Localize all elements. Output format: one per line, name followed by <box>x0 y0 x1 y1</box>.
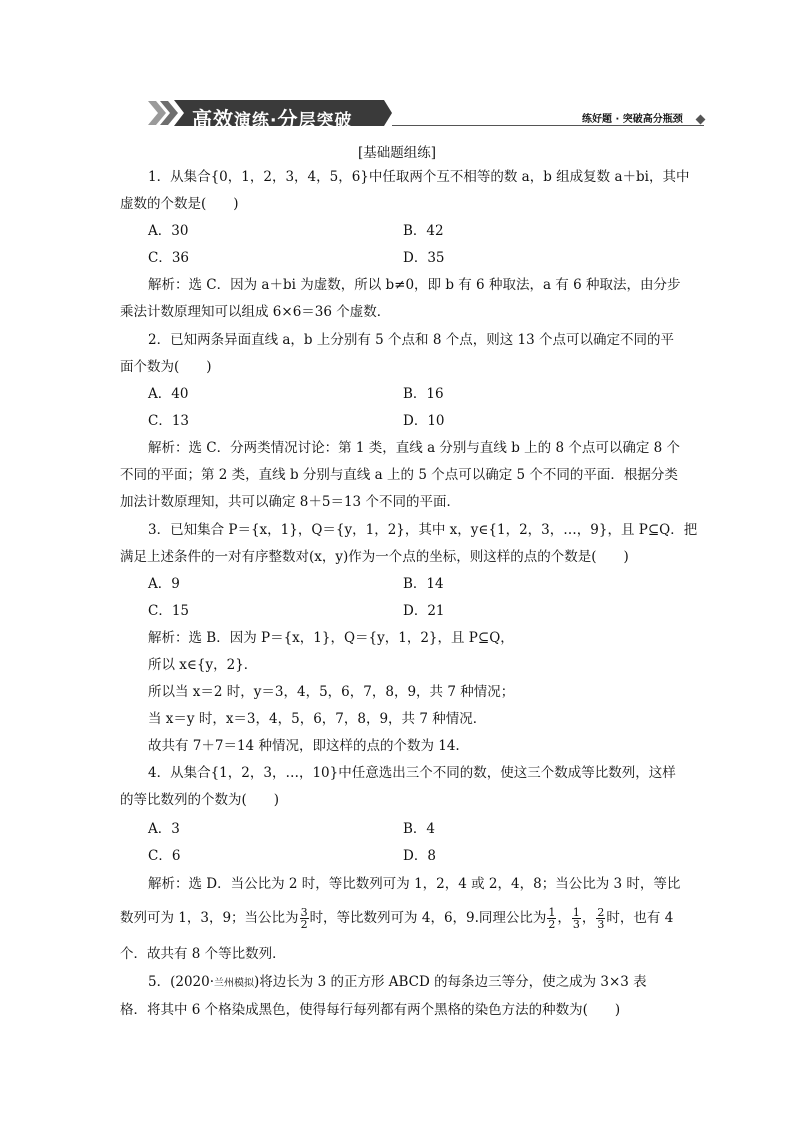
q3-solution-line2: 所以 x∈{y，2}． <box>148 657 258 673</box>
q3-stem-line2: 满足上述条件的一对有序整数对(x，y)作为一个点的坐标，则这样的点的个数是( ) <box>120 549 629 565</box>
q2-solution-line3: 加法计数原理知，共可以确定 8＋5＝13 个不同的平面． <box>120 494 460 510</box>
q3-solution-line1: 解析：选 B．因为 P＝{x，1}，Q＝{y，1，2}，且 P⊆Q， <box>148 630 514 646</box>
q4-solution-line2: 数列可为 1，3，9；当公比为 $\frac{3}{2}$ 时，等比数列可为 4，6，9.同理公比为 $\frac{1}{2}$ ， $\frac{1}{3}$ ， $\frac{2}{3}$ 时，也有 4 <box>120 906 674 931</box>
q3-option-a: A．9 <box>148 576 180 592</box>
q4-option-a: A．3 <box>148 821 180 837</box>
q2-stem-line2: 面个数为( ) <box>120 359 212 375</box>
q3-solution-line4: 当 x＝y 时，x＝3，4，5，6，7，8，9，共 7 种情况． <box>148 711 487 727</box>
fraction-one-third: $\frac{1}{3}$ <box>572 906 580 931</box>
header-rule <box>392 125 704 126</box>
q2-option-b: B．16 <box>403 386 444 402</box>
diamond-icon <box>696 115 706 125</box>
q3-stem-line1: 3．已知集合 P＝{x，1}，Q＝{y，1，2}，其中 x，y∈{1，2，3，…，9}，且 P⊆Q．把 <box>148 522 698 538</box>
q2-option-d: D．10 <box>403 413 445 429</box>
q2-solution-line1: 解析：选 C．分两类情况讨论：第 1 类，直线 a 分别与直线 b 上的 8 个点可以确定 8 个 <box>148 440 680 456</box>
q1-option-b: B．42 <box>403 223 444 239</box>
q1-stem-line2: 虚数的个数是( ) <box>120 196 239 212</box>
q2-solution-line2: 不同的平面；第 2 类，直线 b 分别与直线 a 上的 5 个点可以确定 5 个不同的平面．根据分类 <box>120 467 678 483</box>
fraction-three-halves: $\frac{3}{2}$ <box>300 906 308 931</box>
q3-solution-line5: 故共有 7＋7＝14 种情况，即这样的点的个数为 14. <box>148 738 460 754</box>
q2-stem-line1: 2．已知两条异面直线 a，b 上分别有 5 个点和 8 个点，则这 13 个点可以确定不同的平 <box>148 332 674 348</box>
q1-option-d: D．35 <box>403 250 445 266</box>
q4-solution-line1: 解析：选 D．当公比为 2 时，等比数列可为 1，2，4 或 2，4，8；当公比为 3 时，等比 <box>148 876 681 892</box>
q4-stem-line2: 的等比数列的个数为( ) <box>120 792 280 808</box>
q4-solution-line3: 个．故共有 8 个等比数列． <box>120 946 286 962</box>
q1-stem-line1: 1．从集合{0，1，2，3，4，5，6}中任取两个互不相等的数 a，b 组成复数 a＋bi，其中 <box>148 169 690 185</box>
q1-solution-line2: 乘法计数原理知可以组成 6×6＝36 个虚数． <box>120 304 391 320</box>
q1-option-c: C．36 <box>148 250 190 266</box>
header-slogan: 练好题 · 突破高分瓶颈 <box>582 114 683 125</box>
q4-option-b: B．4 <box>403 821 436 837</box>
q1-solution-line1: 解析：选 C．因为 a＋bi 为虚数，所以 b≠0，即 b 有 6 种取法，a 有 6 种取法，由分步 <box>148 277 681 293</box>
fraction-two-thirds: $\frac{2}{3}$ <box>597 906 605 931</box>
header-banner-title: 高效演练·分层突破 <box>192 107 353 131</box>
q4-stem-line1: 4．从集合{1，2，3，…，10}中任意选出三个不同的数，使这三个数成等比数列，这样 <box>148 765 676 781</box>
q3-option-b: B．14 <box>403 576 444 592</box>
q2-option-c: C．13 <box>148 413 190 429</box>
q4-option-c: C．6 <box>148 848 181 864</box>
fraction-one-half: $\frac{1}{2}$ <box>548 906 556 931</box>
q3-solution-line3: 所以当 x＝2 时，y＝3，4，5，6，7，8，9，共 7 种情况； <box>148 684 515 700</box>
q5-stem-line2: 格．将其中 6 个格染成黑色，使得每行每列都有两个黑格的染色方法的种数为( ) <box>120 1002 621 1018</box>
q4-option-d: D．8 <box>403 848 436 864</box>
q3-option-d: D．21 <box>403 603 445 619</box>
section-title: [基础题组练] <box>357 145 437 161</box>
q5-stem-line1: 5．(2020·兰州模拟)将边长为 3 的正方形 ABCD 的每条边三等分，使之成为 3×3 表 <box>148 974 647 990</box>
q3-option-c: C．15 <box>148 603 190 619</box>
q1-option-a: A．30 <box>148 223 189 239</box>
q2-option-a: A．40 <box>148 386 189 402</box>
